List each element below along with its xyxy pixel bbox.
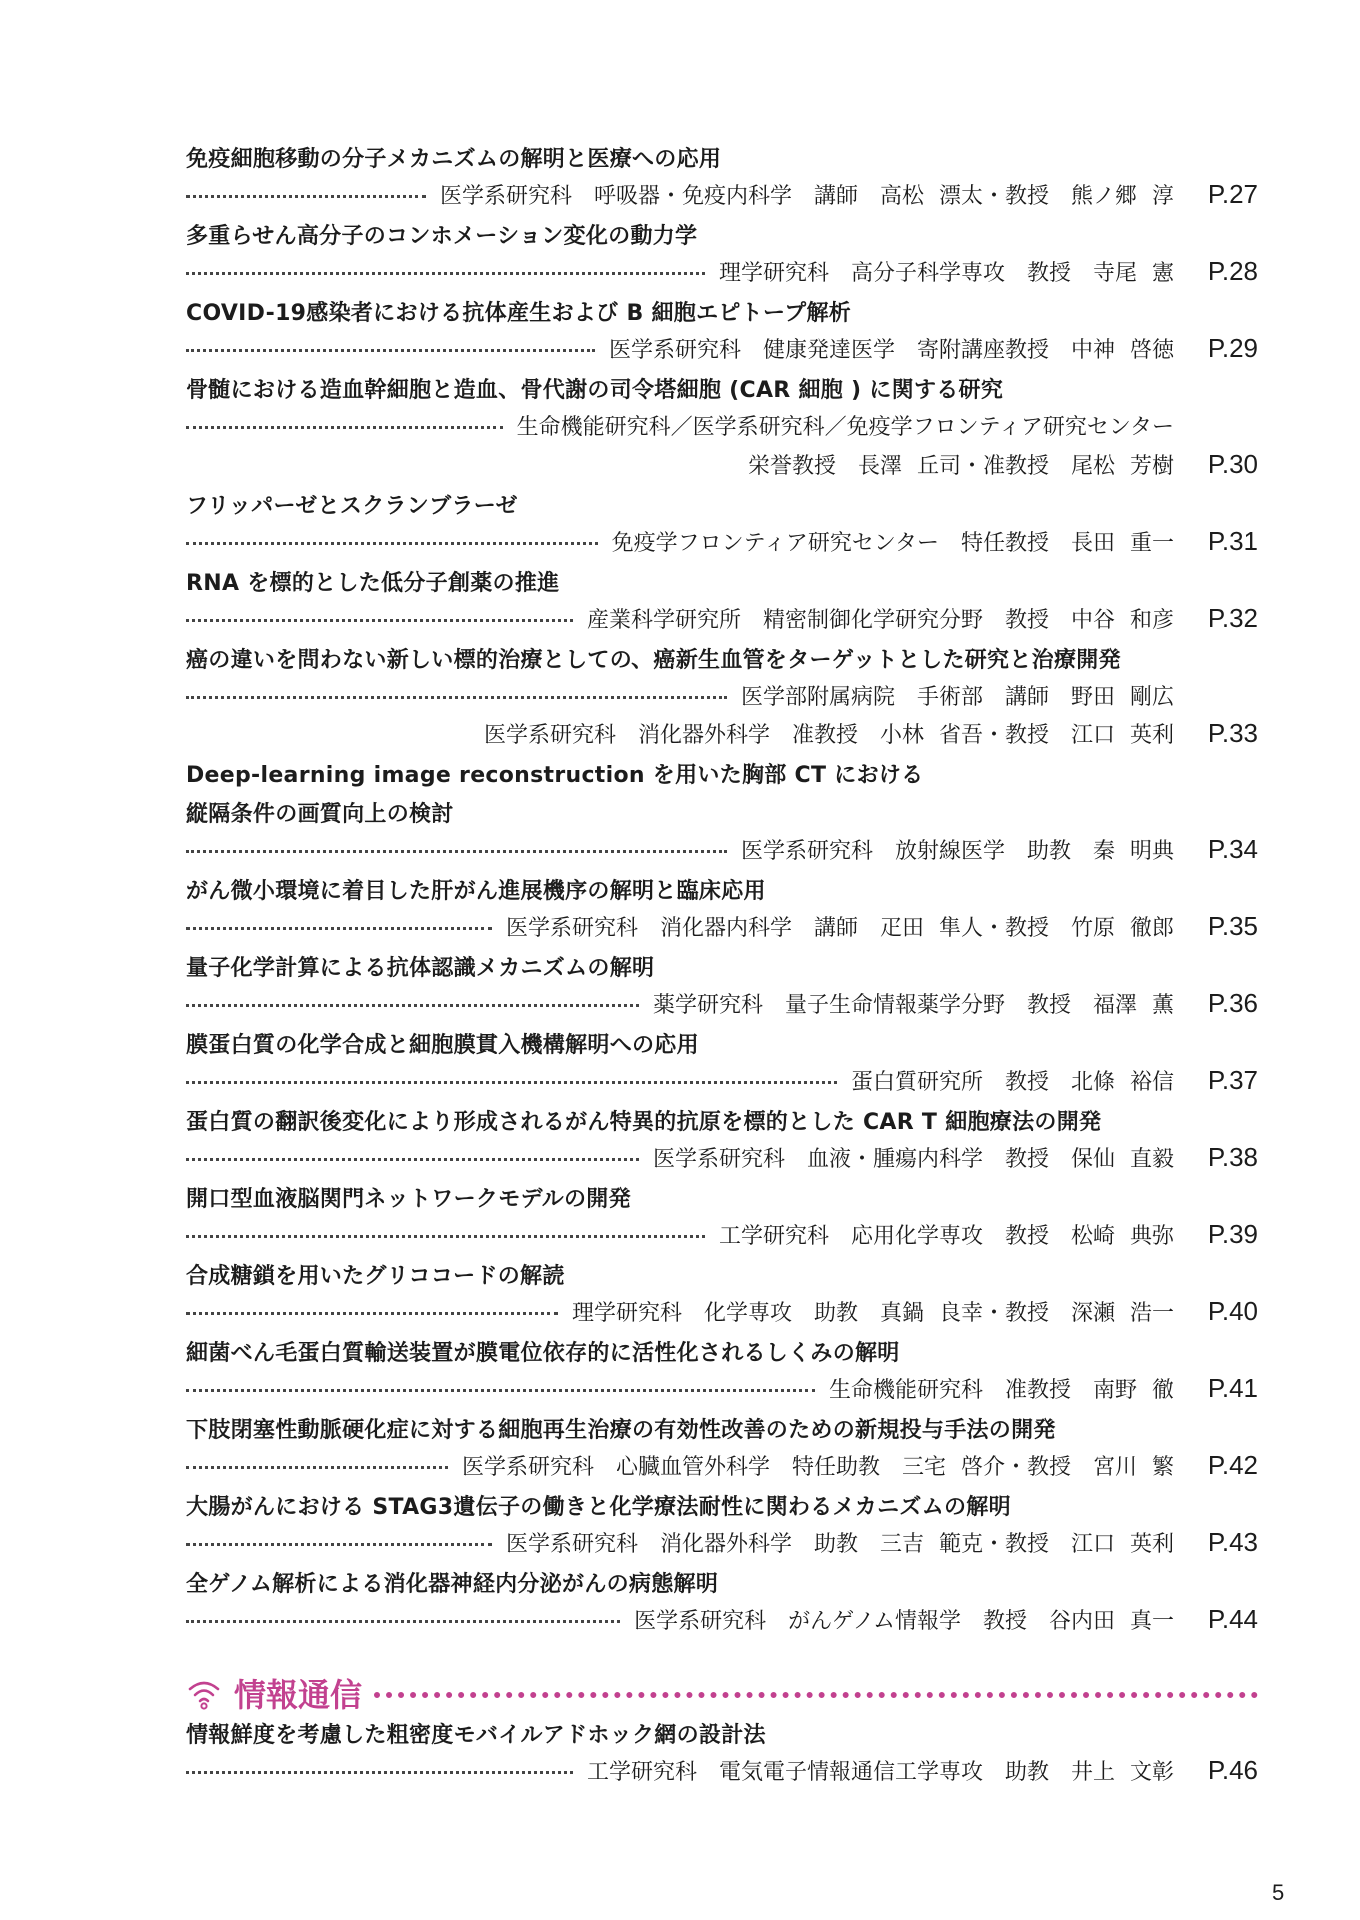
entry-page: P.38 [1207,1141,1258,1172]
author-line [186,446,1258,482]
author-line [186,831,1258,867]
entry-title: RNA を標的とした低分子創薬の推進 [186,570,560,596]
entry-title: 多重らせん高分子のコンホメーション変化の動力学 [186,224,698,249]
entry-title: 量子化学計算による抗体認識メカニズムの解明 [186,955,655,981]
entry-title: 癌の違いを問わない新しい標的治療としての、癌新生血管をターゲットとした研究と治療開発 [186,647,1121,673]
wifi-icon [186,1675,222,1711]
entry-page: P.28 [1207,256,1258,286]
page-number: 5 [1272,1880,1285,1905]
leader-dots [186,542,598,545]
author-line [186,1062,1258,1098]
author-line [186,1753,1258,1789]
entry-title: 合成糖鎖を用いたグリココードの解読 [186,1263,565,1289]
leader-dots [186,1466,448,1469]
entry-title: 大腸がんにおける STAG3遺伝子の働きと化学療法耐性に関わるメカニズムの解明 [186,1494,1011,1520]
author-line [186,331,1258,367]
entry-authors: 理学研究科 化学専攻 助教 真鍋 良幸・教授 深瀬 浩一 [572,1300,1174,1326]
entry-authors: 産業科学研究所 精密制御化学研究分野 教授 中谷 和彦 [587,607,1174,633]
author-line [186,600,1258,636]
author-line [186,677,1258,713]
entry-authors: 医学系研究科 消化器外科学 准教授 小林 省吾・教授 江口 英利 [484,723,1174,748]
entry-page: P.39 [1207,1218,1258,1249]
entry-page: P.40 [1207,1295,1258,1326]
leader-dots [186,619,573,622]
entry-page: P.37 [1207,1064,1258,1095]
entry-page: P.43 [1207,1526,1258,1557]
leader-dots [186,850,727,853]
leader-dots [186,696,727,699]
entry-page: P.30 [1207,448,1258,479]
entry-title: Deep-learning image reconstruction を用いた胸部 CT における [186,763,924,788]
entry-title: 細菌べん毛蛋白質輸送装置が膜電位依存的に活性化されるしくみの解明 [186,1340,900,1366]
entry-authors: 栄誉教授 長澤 丘司・准教授 尾松 芳樹 [748,453,1174,479]
entry-authors: 医学系研究科 消化器外科学 助教 三吉 範克・教授 江口 英利 [506,1531,1174,1557]
entry-authors: 医学系研究科 放射線医学 助教 秦 明典 [741,838,1174,864]
author-line [186,1293,1258,1329]
entry-title: COVID-19感染者における抗体産生および B 細胞エピトープ解析 [186,301,852,326]
author-line [186,716,1258,752]
entry-page: P.36 [1207,987,1258,1018]
entry-page: P.41 [1207,1372,1258,1403]
entry-authors: 工学研究科 応用化学専攻 教授 松崎 典弥 [719,1223,1174,1249]
entry-page: P.29 [1207,333,1258,363]
leader-dots [186,272,705,275]
author-line [186,523,1258,559]
leader-dots [186,1158,639,1161]
entry-title: 全ゲノム解析による消化器神経内分泌がんの病態解明 [186,1571,719,1597]
author-line [186,408,1258,444]
entry-authors: 薬学研究科 量子生命情報薬学分野 教授 福澤 薫 [653,992,1174,1018]
leader-dots [186,426,503,429]
entry-page: P.27 [1207,179,1258,209]
entry-authors: 理学研究科 高分子科学専攻 教授 寺尾 憲 [719,261,1174,286]
entry-authors: 蛋白質研究所 教授 北條 裕信 [851,1069,1174,1095]
leader-dots [186,1543,492,1546]
entry-authors: 医学系研究科 がんゲノム情報学 教授 谷内田 真一 [634,1608,1174,1634]
entry-authors: 生命機能研究科／医学系研究科／免疫学フロンティア研究センター [516,415,1174,440]
leader-dots [186,1081,837,1084]
entry-authors: 医学系研究科 血液・腫瘍内科学 教授 保仙 直毅 [653,1146,1174,1172]
entry-title: 骨髄における造血幹細胞と造血、骨代謝の司令塔細胞 (CAR 細胞 ) に関する研究 [186,378,1004,403]
entry-authors: 工学研究科 電気電子情報通信工学専攻 助教 井上 文彰 [587,1760,1174,1785]
entry-title: 膜蛋白質の化学合成と細胞膜貫入機構解明への応用 [186,1032,699,1058]
entry-title: 下肢閉塞性動脈硬化症に対する細胞再生治療の有効性改善のための新規投与手法の開発 [186,1417,1056,1443]
entry-page: P.46 [1207,1755,1258,1785]
leader-dots [186,1312,558,1315]
leader-dots [186,927,492,930]
entry-authors: 生命機能研究科 准教授 南野 徹 [829,1377,1174,1403]
leader-dots [186,195,426,198]
entry-page: P.35 [1207,910,1258,941]
entry-title: 開口型血液脳関門ネットワークモデルの開発 [186,1186,631,1212]
entry-page: P.32 [1207,602,1258,633]
entry-page: P.33 [1207,718,1258,748]
leader-dots [186,1004,639,1007]
author-line [186,1524,1258,1560]
entry-page: P.34 [1207,833,1258,864]
entry-title: 情報鮮度を考慮した粗密度モバイルアドホック網の設計法 [186,1723,766,1748]
author-line [186,908,1258,944]
entry-page: P.42 [1207,1449,1258,1480]
section-title: 情報通信 [234,1676,363,1714]
entry-title: フリッパーゼとスクランブラーゼ [186,493,518,519]
entry-authors: 医学系研究科 心臓血管外科学 特任助教 三宅 啓介・教授 宮川 繁 [462,1454,1174,1480]
entry-title: 免疫細胞移動の分子メカニズムの解明と医療への応用 [186,147,722,172]
leader-dots [186,1235,705,1238]
author-line [186,1139,1258,1175]
section-header [186,1668,1258,1718]
entry-authors: 免疫学フロンティア研究センター 特任教授 長田 重一 [611,530,1174,556]
leader-dots [186,1620,620,1623]
author-line [186,1601,1258,1637]
entry-title: がん微小環境に着目した肝がん進展機序の解明と臨床応用 [186,878,766,904]
author-line [186,1447,1258,1483]
leader-dots [186,1389,815,1392]
entry-page: P.31 [1207,525,1258,556]
entry-page: P.44 [1207,1603,1258,1634]
entry-authors: 医学系研究科 呼吸器・免疫内科学 講師 高松 漂太・教授 熊ノ郷 淳 [440,184,1174,209]
entry-title-continued: 縦隔条件の画質向上の検討 [186,801,454,827]
section-leader-dots [374,1692,1258,1698]
author-line [186,1216,1258,1252]
leader-dots [186,349,595,352]
entry-authors: 医学部附属病院 手術部 講師 野田 剛広 [741,684,1174,710]
entry-title: 蛋白質の翻訳後変化により形成されるがん特異的抗原を標的とした CAR T 細胞療法の開発 [186,1109,1102,1135]
author-line [186,254,1258,290]
author-line [186,985,1258,1021]
author-line [186,177,1258,213]
entry-authors: 医学系研究科 消化器内科学 講師 疋田 隼人・教授 竹原 徹郎 [506,915,1174,941]
leader-dots [186,1771,573,1774]
author-line [186,1370,1258,1406]
entry-authors: 医学系研究科 健康発達医学 寄附講座教授 中神 啓徳 [609,338,1174,363]
